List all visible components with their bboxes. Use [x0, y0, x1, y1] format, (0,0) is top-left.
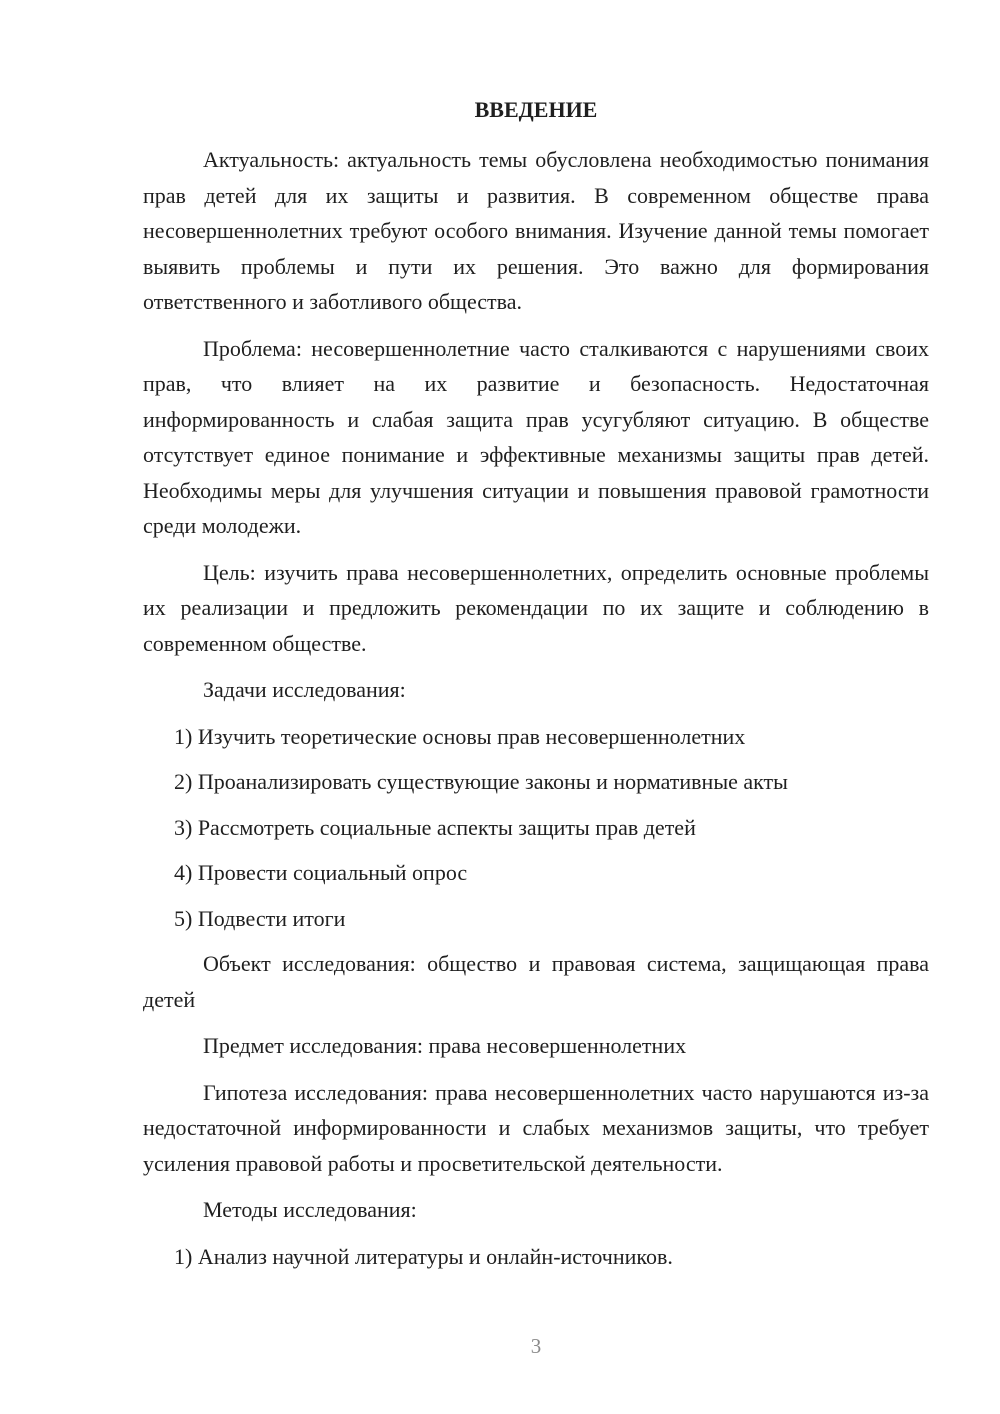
tasks-list	[143, 719, 929, 937]
methods-heading: Методы исследования:	[203, 1197, 417, 1222]
list-item: 3) Рассмотреть социальные аспекты защиты прав детей	[174, 814, 696, 840]
paragraph-relevance: Актуальность: актуальность темы обусловлена необходимостью понимания прав детей для их защиты и развития. В современном обществе права несовершеннолетних требуют особого внимания. Изучение данной темы помогает выявить проблемы и пути их решения. Это важно для формирования ответственного и заботливого общества.	[143, 147, 929, 314]
paragraph-hypothesis: Гипотеза исследования: права несовершеннолетних часто нарушаются из-за недостаточной информированности и слабых механизмов защиты, что требует усиления правовой работы и просветительской деятельности.	[143, 1079, 929, 1176]
list-item: 1) Изучить теоретические основы прав несовершеннолетних	[174, 723, 746, 749]
list-item: 1) Анализ научной литературы и онлайн-источников.	[174, 1243, 673, 1269]
paragraph-problem: Проблема: несовершеннолетние часто сталкиваются с нарушениями своих прав, что влияет на их развитие и безопасность. Недостаточная информированность и слабая защита прав усугубляют ситуацию. В обществе отсутствует единое понимание и эффективные механизмы защиты прав детей. Необходимы меры для улучшения ситуации и повышения правовой грамотности среди молодежи.	[143, 335, 929, 538]
paragraph-object: Объект исследования: общество и правовая система, защищающая права детей	[143, 951, 929, 1012]
paragraph-subject: Предмет исследования: права несовершеннолетних	[203, 1033, 687, 1058]
list-item: 2) Проанализировать существующие законы и нормативные акты	[174, 769, 788, 794]
page-title: ВВЕДЕНИЕ	[474, 97, 598, 122]
list-item: 4) Провести социальный опрос	[174, 860, 468, 885]
paragraph-goal: Цель: изучить права несовершеннолетних, определить основные проблемы их реализации и предложить рекомендации по их защите и соблюдению в современном обществе.	[143, 559, 929, 656]
methods-list	[143, 1239, 929, 1275]
tasks-heading: Задачи исследования:	[203, 677, 406, 702]
list-item: 5) Подвести итоги	[174, 905, 346, 931]
page-number: 3	[530, 1334, 542, 1358]
document-body	[143, 142, 929, 1284]
